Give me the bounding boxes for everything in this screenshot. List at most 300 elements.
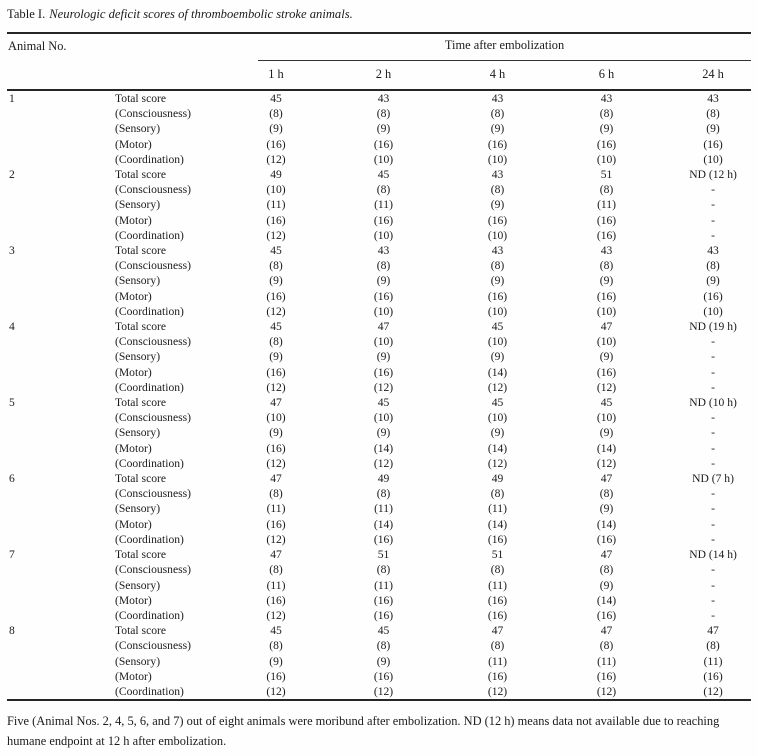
score-value-cell: (16) xyxy=(596,213,617,227)
animal-number-cell xyxy=(7,501,115,516)
animal-number-cell xyxy=(7,562,115,577)
animal-number-cell xyxy=(7,289,115,304)
animal-number-cell xyxy=(7,517,115,532)
score-value-cell: - xyxy=(711,365,715,379)
score-value-cell: (12) xyxy=(266,228,286,242)
score-value-cell: (12) xyxy=(266,380,286,394)
score-value-cell: (16) xyxy=(596,669,617,683)
time-col-4h: 4 h xyxy=(489,67,506,81)
score-value-cell: (12) xyxy=(487,380,508,394)
score-value-cell: - xyxy=(711,593,715,607)
score-type-label: (Motor) xyxy=(115,137,152,151)
table-row xyxy=(7,623,751,638)
score-value-cell: (9) xyxy=(599,274,614,288)
score-value-cell: (14) xyxy=(487,517,508,531)
animal-number-cell xyxy=(7,273,115,288)
score-type-label: (Sensory) xyxy=(115,426,161,440)
score-value-cell: (14) xyxy=(373,441,394,455)
score-value-cell: 43 xyxy=(491,168,504,182)
animal-number-cell xyxy=(7,654,115,669)
score-type-label: Total score xyxy=(115,472,167,486)
animal-number-cell: 6 xyxy=(9,472,15,486)
score-value-cell: 45 xyxy=(270,320,282,334)
animal-number-cell xyxy=(7,365,115,380)
score-value-cell: (16) xyxy=(596,228,617,242)
table-row xyxy=(7,486,751,501)
score-value-cell: 45 xyxy=(270,92,282,105)
table-row xyxy=(7,243,751,258)
score-value-cell: (10) xyxy=(373,304,394,318)
animal-number-cell xyxy=(7,258,115,273)
score-value-cell: (12) xyxy=(266,152,286,166)
score-value-cell: (8) xyxy=(706,107,720,121)
table-title xyxy=(7,6,751,22)
score-value-cell: (16) xyxy=(703,289,723,303)
score-type-label: (Sensory) xyxy=(115,578,161,592)
score-value-cell: 51 xyxy=(491,548,504,562)
score-value-cell: (8) xyxy=(376,639,391,653)
score-type-label: (Sensory) xyxy=(115,198,161,212)
table-row xyxy=(7,121,751,136)
score-value-cell: 43 xyxy=(600,92,613,105)
score-value-cell: 43 xyxy=(377,244,390,258)
score-value-cell: (9) xyxy=(599,578,614,592)
score-value-cell: 43 xyxy=(491,92,504,105)
score-type-label: Total score xyxy=(115,168,167,182)
animal-number-cell xyxy=(7,152,115,167)
score-type-label: (Motor) xyxy=(115,441,152,455)
score-value-cell: (11) xyxy=(597,654,616,668)
score-value-cell: (16) xyxy=(373,593,394,607)
score-value-cell: (9) xyxy=(490,426,505,440)
score-value-cell: (16) xyxy=(373,669,394,683)
score-value-cell: (10) xyxy=(487,152,508,166)
score-value-cell: (11) xyxy=(488,502,507,516)
score-value-cell: (9) xyxy=(706,274,720,288)
table-row xyxy=(7,228,751,243)
table-row xyxy=(7,349,751,364)
score-value-cell: (16) xyxy=(596,365,617,379)
score-value-cell: - xyxy=(711,350,715,364)
score-type-label: (Motor) xyxy=(115,289,152,303)
score-type-label: (Consciousness) xyxy=(115,335,191,349)
score-value-cell: (16) xyxy=(487,137,508,151)
table-row xyxy=(7,197,751,212)
score-value-cell: (16) xyxy=(596,532,617,546)
animal-number-cell: 5 xyxy=(9,396,15,410)
score-value-cell: 45 xyxy=(270,624,282,638)
score-value-cell: (12) xyxy=(596,684,617,698)
table-row xyxy=(7,167,751,182)
neurologic-deficit-table xyxy=(7,32,751,701)
score-value-cell: (9) xyxy=(490,274,505,288)
score-type-label: Total score xyxy=(115,548,167,562)
score-value-cell: - xyxy=(711,563,715,577)
score-value-cell: (8) xyxy=(490,487,505,501)
score-value-cell: (8) xyxy=(376,107,391,121)
animal-number-cell xyxy=(7,182,115,197)
table-row xyxy=(7,182,751,197)
score-value-cell: ND (12 h) xyxy=(689,168,737,182)
score-value-cell: (16) xyxy=(596,608,617,622)
score-value-cell: (8) xyxy=(376,183,391,197)
score-value-cell: - xyxy=(711,228,715,242)
header-row-span xyxy=(7,33,751,61)
score-value-cell: (8) xyxy=(599,259,614,273)
table-caption: Neurologic deficit scores of thromboembolic stroke animals. xyxy=(49,7,353,21)
score-value-cell: (10) xyxy=(703,304,723,318)
score-value-cell: (12) xyxy=(266,608,286,622)
score-value-cell: - xyxy=(711,608,715,622)
score-type-label: Total score xyxy=(115,320,167,334)
score-type-label: (Motor) xyxy=(115,365,152,379)
score-value-cell: (12) xyxy=(487,456,508,470)
table-row xyxy=(7,456,751,471)
score-value-cell: (12) xyxy=(703,684,723,698)
table-row xyxy=(7,669,751,684)
score-type-label: (Motor) xyxy=(115,213,152,227)
score-value-cell: 49 xyxy=(270,168,282,182)
score-value-cell: - xyxy=(711,532,715,546)
table-row xyxy=(7,395,751,410)
score-value-cell: (9) xyxy=(376,654,391,668)
score-value-cell: (14) xyxy=(596,441,617,455)
animal-no-header: Animal No. xyxy=(8,39,67,53)
score-value-cell: - xyxy=(711,380,715,394)
score-type-label: (Coordination) xyxy=(115,684,184,698)
animal-number-cell: 1 xyxy=(9,92,15,105)
score-value-cell: (12) xyxy=(373,684,394,698)
animal-number-cell xyxy=(7,121,115,136)
score-type-label: (Sensory) xyxy=(115,502,161,516)
score-value-cell: - xyxy=(711,183,715,197)
score-value-cell: (10) xyxy=(266,411,286,425)
score-value-cell: (10) xyxy=(596,335,617,349)
score-value-cell: (10) xyxy=(596,304,617,318)
score-value-cell: (8) xyxy=(269,639,283,653)
animal-number-cell xyxy=(7,578,115,593)
score-value-cell: (14) xyxy=(487,365,508,379)
score-value-cell: (12) xyxy=(596,380,617,394)
score-value-cell: - xyxy=(711,578,715,592)
score-value-cell: (9) xyxy=(490,122,505,136)
table-row xyxy=(7,90,751,106)
score-value-cell: (16) xyxy=(373,213,394,227)
table-row xyxy=(7,578,751,593)
animal-number-cell xyxy=(7,684,115,700)
score-value-cell: 47 xyxy=(491,624,504,638)
score-value-cell: (16) xyxy=(373,137,394,151)
table-body xyxy=(7,90,751,700)
score-value-cell: (8) xyxy=(269,259,283,273)
animal-number-cell: 8 xyxy=(9,624,15,638)
score-value-cell: (8) xyxy=(269,335,283,349)
score-value-cell: (8) xyxy=(376,563,391,577)
animal-number-cell: 7 xyxy=(9,548,15,562)
score-type-label: Total score xyxy=(115,624,167,638)
score-type-label: (Consciousness) xyxy=(115,183,191,197)
score-value-cell: (10) xyxy=(596,152,617,166)
score-value-cell: 45 xyxy=(491,320,504,334)
score-value-cell: (8) xyxy=(599,107,614,121)
time-col-6h: 6 h xyxy=(598,67,615,81)
score-value-cell: 47 xyxy=(270,548,282,562)
score-value-cell: (8) xyxy=(269,107,283,121)
score-value-cell: (16) xyxy=(487,213,508,227)
score-value-cell: (16) xyxy=(487,289,508,303)
score-value-cell: (12) xyxy=(373,380,394,394)
animal-number-cell xyxy=(7,334,115,349)
score-value-cell: - xyxy=(711,198,715,212)
score-type-label: (Consciousness) xyxy=(115,107,191,121)
table-row xyxy=(7,152,751,167)
score-value-cell: (8) xyxy=(490,183,505,197)
score-value-cell: 43 xyxy=(600,244,613,258)
table-row xyxy=(7,365,751,380)
table-row xyxy=(7,638,751,653)
score-type-label: (Sensory) xyxy=(115,122,161,136)
score-value-cell: (10) xyxy=(596,411,617,425)
score-value-cell: (8) xyxy=(490,639,505,653)
table-row xyxy=(7,273,751,288)
score-value-cell: (9) xyxy=(269,350,283,364)
score-value-cell: (9) xyxy=(269,654,283,668)
score-value-cell: 49 xyxy=(377,472,390,486)
score-value-cell: (8) xyxy=(599,487,614,501)
table-row xyxy=(7,380,751,395)
animal-number-cell xyxy=(7,410,115,425)
score-value-cell: (11) xyxy=(703,654,723,668)
score-value-cell: - xyxy=(711,426,715,440)
score-value-cell: (16) xyxy=(266,441,286,455)
table-row xyxy=(7,684,751,700)
score-value-cell: (9) xyxy=(599,502,614,516)
score-value-cell: (14) xyxy=(596,517,617,531)
score-value-cell: (16) xyxy=(266,213,286,227)
table-row xyxy=(7,213,751,228)
table-row xyxy=(7,547,751,562)
score-value-cell: 51 xyxy=(600,168,613,182)
score-value-cell: (16) xyxy=(373,532,394,546)
score-value-cell: (10) xyxy=(266,183,286,197)
score-value-cell: (8) xyxy=(599,639,614,653)
table-row xyxy=(7,532,751,547)
score-value-cell: (11) xyxy=(374,502,393,516)
animal-number-cell xyxy=(7,228,115,243)
table-row xyxy=(7,562,751,577)
score-value-cell: 45 xyxy=(270,244,282,258)
score-type-label: (Consciousness) xyxy=(115,259,191,273)
score-value-cell: (16) xyxy=(596,137,617,151)
time-col-24h: 24 h xyxy=(702,67,724,81)
score-type-label: (Coordination) xyxy=(115,456,184,470)
score-value-cell: (10) xyxy=(487,228,508,242)
score-value-cell: (11) xyxy=(488,578,507,592)
score-value-cell: 43 xyxy=(491,244,504,258)
score-value-cell: (8) xyxy=(599,183,614,197)
score-value-cell: (14) xyxy=(373,517,394,531)
table-number-label: Table I. xyxy=(7,7,46,21)
animal-number-cell xyxy=(7,304,115,319)
score-value-cell: (16) xyxy=(487,532,508,546)
animal-number-cell: 4 xyxy=(9,320,15,334)
score-value-cell: (9) xyxy=(269,274,283,288)
score-value-cell: 47 xyxy=(270,472,282,486)
score-value-cell: (16) xyxy=(487,669,508,683)
score-value-cell: (8) xyxy=(376,259,391,273)
table-row xyxy=(7,425,751,440)
score-value-cell: 47 xyxy=(600,624,613,638)
score-value-cell: (16) xyxy=(266,669,286,683)
score-value-cell: (9) xyxy=(599,350,614,364)
score-value-cell: (8) xyxy=(490,259,505,273)
score-value-cell: - xyxy=(711,411,715,425)
animal-number-cell xyxy=(7,213,115,228)
score-value-cell: (12) xyxy=(266,684,286,698)
animal-number-cell xyxy=(7,137,115,152)
score-value-cell: (9) xyxy=(490,350,505,364)
score-value-cell: ND (14 h) xyxy=(689,548,737,562)
score-value-cell: ND (7 h) xyxy=(692,472,734,486)
score-value-cell: (9) xyxy=(706,122,720,136)
score-type-label: Total score xyxy=(115,244,167,258)
score-type-label: (Consciousness) xyxy=(115,563,191,577)
table-row xyxy=(7,608,751,623)
table-row xyxy=(7,471,751,486)
score-value-cell: - xyxy=(711,456,715,470)
score-value-cell: (16) xyxy=(266,517,286,531)
animal-number-cell xyxy=(7,486,115,501)
score-value-cell: (11) xyxy=(266,578,286,592)
score-value-cell: 45 xyxy=(377,396,390,410)
animal-number-cell xyxy=(7,638,115,653)
score-value-cell: (16) xyxy=(373,608,394,622)
animal-number-cell xyxy=(7,593,115,608)
score-value-cell: (16) xyxy=(266,289,286,303)
score-value-cell: (12) xyxy=(266,304,286,318)
score-value-cell: (12) xyxy=(266,456,286,470)
score-value-cell: (9) xyxy=(376,122,391,136)
score-value-cell: (12) xyxy=(596,456,617,470)
score-value-cell: (9) xyxy=(599,122,614,136)
animal-number-cell xyxy=(7,608,115,623)
score-value-cell: (16) xyxy=(703,669,723,683)
score-value-cell: 43 xyxy=(707,244,719,258)
table-row xyxy=(7,106,751,121)
score-value-cell: (12) xyxy=(266,532,286,546)
score-type-label: (Motor) xyxy=(115,593,152,607)
score-type-label: (Coordination) xyxy=(115,304,184,318)
score-value-cell: (16) xyxy=(373,365,394,379)
score-value-cell: - xyxy=(711,517,715,531)
score-value-cell: (11) xyxy=(266,502,286,516)
score-value-cell: 45 xyxy=(377,168,390,182)
score-value-cell: 47 xyxy=(707,624,719,638)
score-value-cell: (10) xyxy=(373,228,394,242)
score-value-cell: (16) xyxy=(596,289,617,303)
score-value-cell: (11) xyxy=(597,198,616,212)
score-value-cell: 49 xyxy=(491,472,504,486)
score-value-cell: 47 xyxy=(600,548,613,562)
score-value-cell: - xyxy=(711,441,715,455)
table-row xyxy=(7,441,751,456)
score-value-cell: 45 xyxy=(600,396,613,410)
score-type-label: (Sensory) xyxy=(115,274,161,288)
score-value-cell: (10) xyxy=(373,335,394,349)
score-type-label: (Sensory) xyxy=(115,350,161,364)
score-value-cell: (10) xyxy=(373,152,394,166)
table-row xyxy=(7,304,751,319)
score-value-cell: (11) xyxy=(488,654,507,668)
animal-number-cell xyxy=(7,349,115,364)
score-value-cell: (9) xyxy=(599,426,614,440)
score-value-cell: (8) xyxy=(269,563,283,577)
score-type-label: Total score xyxy=(115,92,167,105)
score-value-cell: (8) xyxy=(599,563,614,577)
score-value-cell: ND (19 h) xyxy=(689,320,737,334)
score-value-cell: (12) xyxy=(373,456,394,470)
animal-number-cell xyxy=(7,425,115,440)
score-value-cell: (8) xyxy=(376,487,391,501)
table-row xyxy=(7,319,751,334)
score-value-cell: 43 xyxy=(377,92,390,105)
table-row xyxy=(7,501,751,516)
score-value-cell: (10) xyxy=(487,335,508,349)
time-after-embolization-header: Time after embolization xyxy=(258,34,751,61)
score-value-cell: (16) xyxy=(487,593,508,607)
score-value-cell: (8) xyxy=(490,107,505,121)
animal-number-cell xyxy=(7,456,115,471)
table-row xyxy=(7,258,751,273)
table-row xyxy=(7,517,751,532)
score-type-label: (Coordination) xyxy=(115,228,184,242)
table-row xyxy=(7,410,751,425)
score-value-cell: (16) xyxy=(266,365,286,379)
score-type-label: (Motor) xyxy=(115,669,152,683)
table-footnote: Five (Animal Nos. 2, 4, 5, 6, and 7) out of eight animals were moribund after embolization. ND (12 h) means data not available due to reaching humane endpoint at 12 h after embolization. xyxy=(7,714,720,748)
score-value-cell: 51 xyxy=(377,548,390,562)
table-row xyxy=(7,289,751,304)
animal-number-cell: 3 xyxy=(9,244,15,258)
score-value-cell: (8) xyxy=(490,563,505,577)
score-type-label: Total score xyxy=(115,396,167,410)
time-col-1h: 1 h xyxy=(268,67,284,81)
score-type-label: (Motor) xyxy=(115,517,152,531)
score-value-cell: (16) xyxy=(703,137,723,151)
score-value-cell: 47 xyxy=(377,320,390,334)
table-row xyxy=(7,334,751,349)
score-value-cell: (8) xyxy=(706,639,720,653)
score-value-cell: (12) xyxy=(487,684,508,698)
table-row xyxy=(7,654,751,669)
score-value-cell: (16) xyxy=(266,593,286,607)
score-value-cell: (9) xyxy=(376,426,391,440)
score-type-label: (Consciousness) xyxy=(115,487,191,501)
score-value-cell: (10) xyxy=(703,152,723,166)
score-value-cell: 47 xyxy=(600,320,613,334)
score-type-label: (Coordination) xyxy=(115,608,184,622)
score-type-label: (Coordination) xyxy=(115,380,184,394)
time-col-2h: 2 h xyxy=(375,67,392,81)
score-value-cell: (11) xyxy=(374,198,393,212)
score-value-cell: (10) xyxy=(487,411,508,425)
score-value-cell: (8) xyxy=(269,487,283,501)
score-value-cell: (16) xyxy=(373,289,394,303)
score-value-cell: (9) xyxy=(269,426,283,440)
score-value-cell: (16) xyxy=(266,137,286,151)
animal-number-cell xyxy=(7,197,115,212)
score-value-cell: - xyxy=(711,213,715,227)
